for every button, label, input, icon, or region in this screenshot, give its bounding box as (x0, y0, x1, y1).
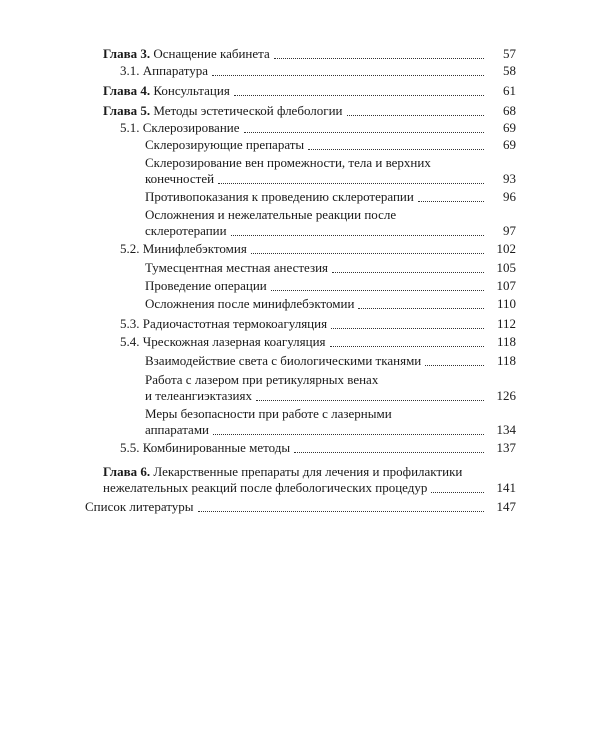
entry-title: 5.5. Комбинированные методы (120, 440, 291, 455)
toc-entry-5-1[interactable] (120, 120, 516, 136)
page-number: 141 (488, 480, 516, 496)
toc-entry-references[interactable] (85, 499, 516, 515)
entry-title: Осложнения после минифлебэктомии (145, 296, 355, 311)
toc-entry-laser-reticular-veins[interactable] (145, 372, 516, 404)
toc-entry-5-5[interactable] (120, 440, 516, 456)
page-number: 57 (488, 46, 516, 62)
entry-title: нежелательных реакций после флебологических процедур (103, 480, 428, 495)
entry-title: Список литературы (85, 499, 194, 514)
page-number: 97 (488, 223, 516, 239)
entry-title: 5.1. Склерозирование (120, 120, 240, 135)
chapter-label: Глава 4. (103, 83, 151, 98)
page-number: 105 (488, 260, 516, 276)
entry-title: Противопоказания к проведению склеротерапии (145, 189, 414, 204)
page-number: 134 (488, 422, 516, 438)
entry-title-line1: Меры безопасности при работе с лазерными (145, 406, 392, 421)
entry-title: 5.2. Минифлебэктомия (120, 241, 247, 256)
entry-title: Методы эстетической флебологии (153, 103, 343, 118)
page-number: 58 (488, 63, 516, 79)
page-number: 137 (488, 440, 516, 456)
toc-entry-5-4[interactable] (120, 334, 516, 350)
entry-title-line1: Склерозирование вен промежности, тела и верхних (145, 155, 431, 170)
page-number: 147 (488, 499, 516, 515)
toc-entry-3-1[interactable] (120, 63, 516, 79)
entry-title: склеротерапии (145, 223, 227, 238)
page-number: 112 (488, 316, 516, 332)
toc-entry-operation[interactable] (145, 278, 516, 294)
entry-title-line1: Осложнения и нежелательные реакции после (145, 207, 397, 222)
entry-title-line1: Лекарственные препараты для лечения и профилактики (153, 464, 463, 479)
page-number: 126 (488, 388, 516, 404)
page-number: 107 (488, 278, 516, 294)
entry-title: Проведение операции (145, 278, 267, 293)
chapter-label: Глава 6. (103, 464, 151, 479)
page-number: 96 (488, 189, 516, 205)
chapter-label: Глава 3. (103, 46, 151, 61)
toc-entry-chapter-6[interactable] (103, 464, 516, 496)
toc-entry-5-3[interactable] (120, 316, 516, 332)
entry-title: Тумесцентная местная анестезия (145, 260, 329, 275)
entry-title: Взаимодействие света с биологическими тканями (145, 353, 422, 368)
page-number: 69 (488, 120, 516, 136)
entry-title: 5.3. Радиочастотная термокоагуляция (120, 316, 328, 331)
page-number: 68 (488, 103, 516, 119)
entry-title: 3.1. Аппаратура (120, 63, 209, 78)
toc-entry-contraindications[interactable] (145, 189, 516, 205)
entry-title-line1: Работа с лазером при ретикулярных венах (145, 372, 379, 387)
page-number: 110 (488, 296, 516, 312)
toc-entry-sclerosing-agents[interactable] (145, 137, 516, 153)
entry-title: Оснащение кабинета (153, 46, 270, 61)
toc-entry-chapter-5[interactable] (103, 103, 516, 119)
entry-title: конечностей (145, 171, 215, 186)
page-number: 93 (488, 171, 516, 187)
page-number: 61 (488, 83, 516, 99)
toc-entry-tumescent-anesthesia[interactable] (145, 260, 516, 276)
entry-title: аппаратами (145, 422, 210, 437)
toc-entry-chapter-3[interactable] (103, 46, 516, 62)
page-number: 118 (488, 353, 516, 369)
toc-entry-5-2[interactable] (120, 241, 516, 257)
page-number: 118 (488, 334, 516, 350)
page-number: 69 (488, 137, 516, 153)
entry-title: Консультация (153, 83, 230, 98)
chapter-label: Глава 5. (103, 103, 151, 118)
toc-entry-light-tissue-interaction[interactable] (145, 353, 516, 369)
entry-title: Склерозирующие препараты (145, 137, 305, 152)
toc-entry-miniphlebectomy-complications[interactable] (145, 296, 516, 312)
toc-entry-chapter-4[interactable] (103, 83, 516, 99)
page-number: 102 (488, 241, 516, 257)
toc-entry-sclerotherapy-complications[interactable] (145, 207, 516, 239)
toc-entry-sclerotherapy-body-veins[interactable] (145, 155, 516, 187)
toc-entry-laser-safety[interactable] (145, 406, 516, 438)
entry-title: 5.4. Чрескожная лазерная коагуляция (120, 334, 326, 349)
entry-title: и телеангиэктазиях (145, 388, 252, 403)
